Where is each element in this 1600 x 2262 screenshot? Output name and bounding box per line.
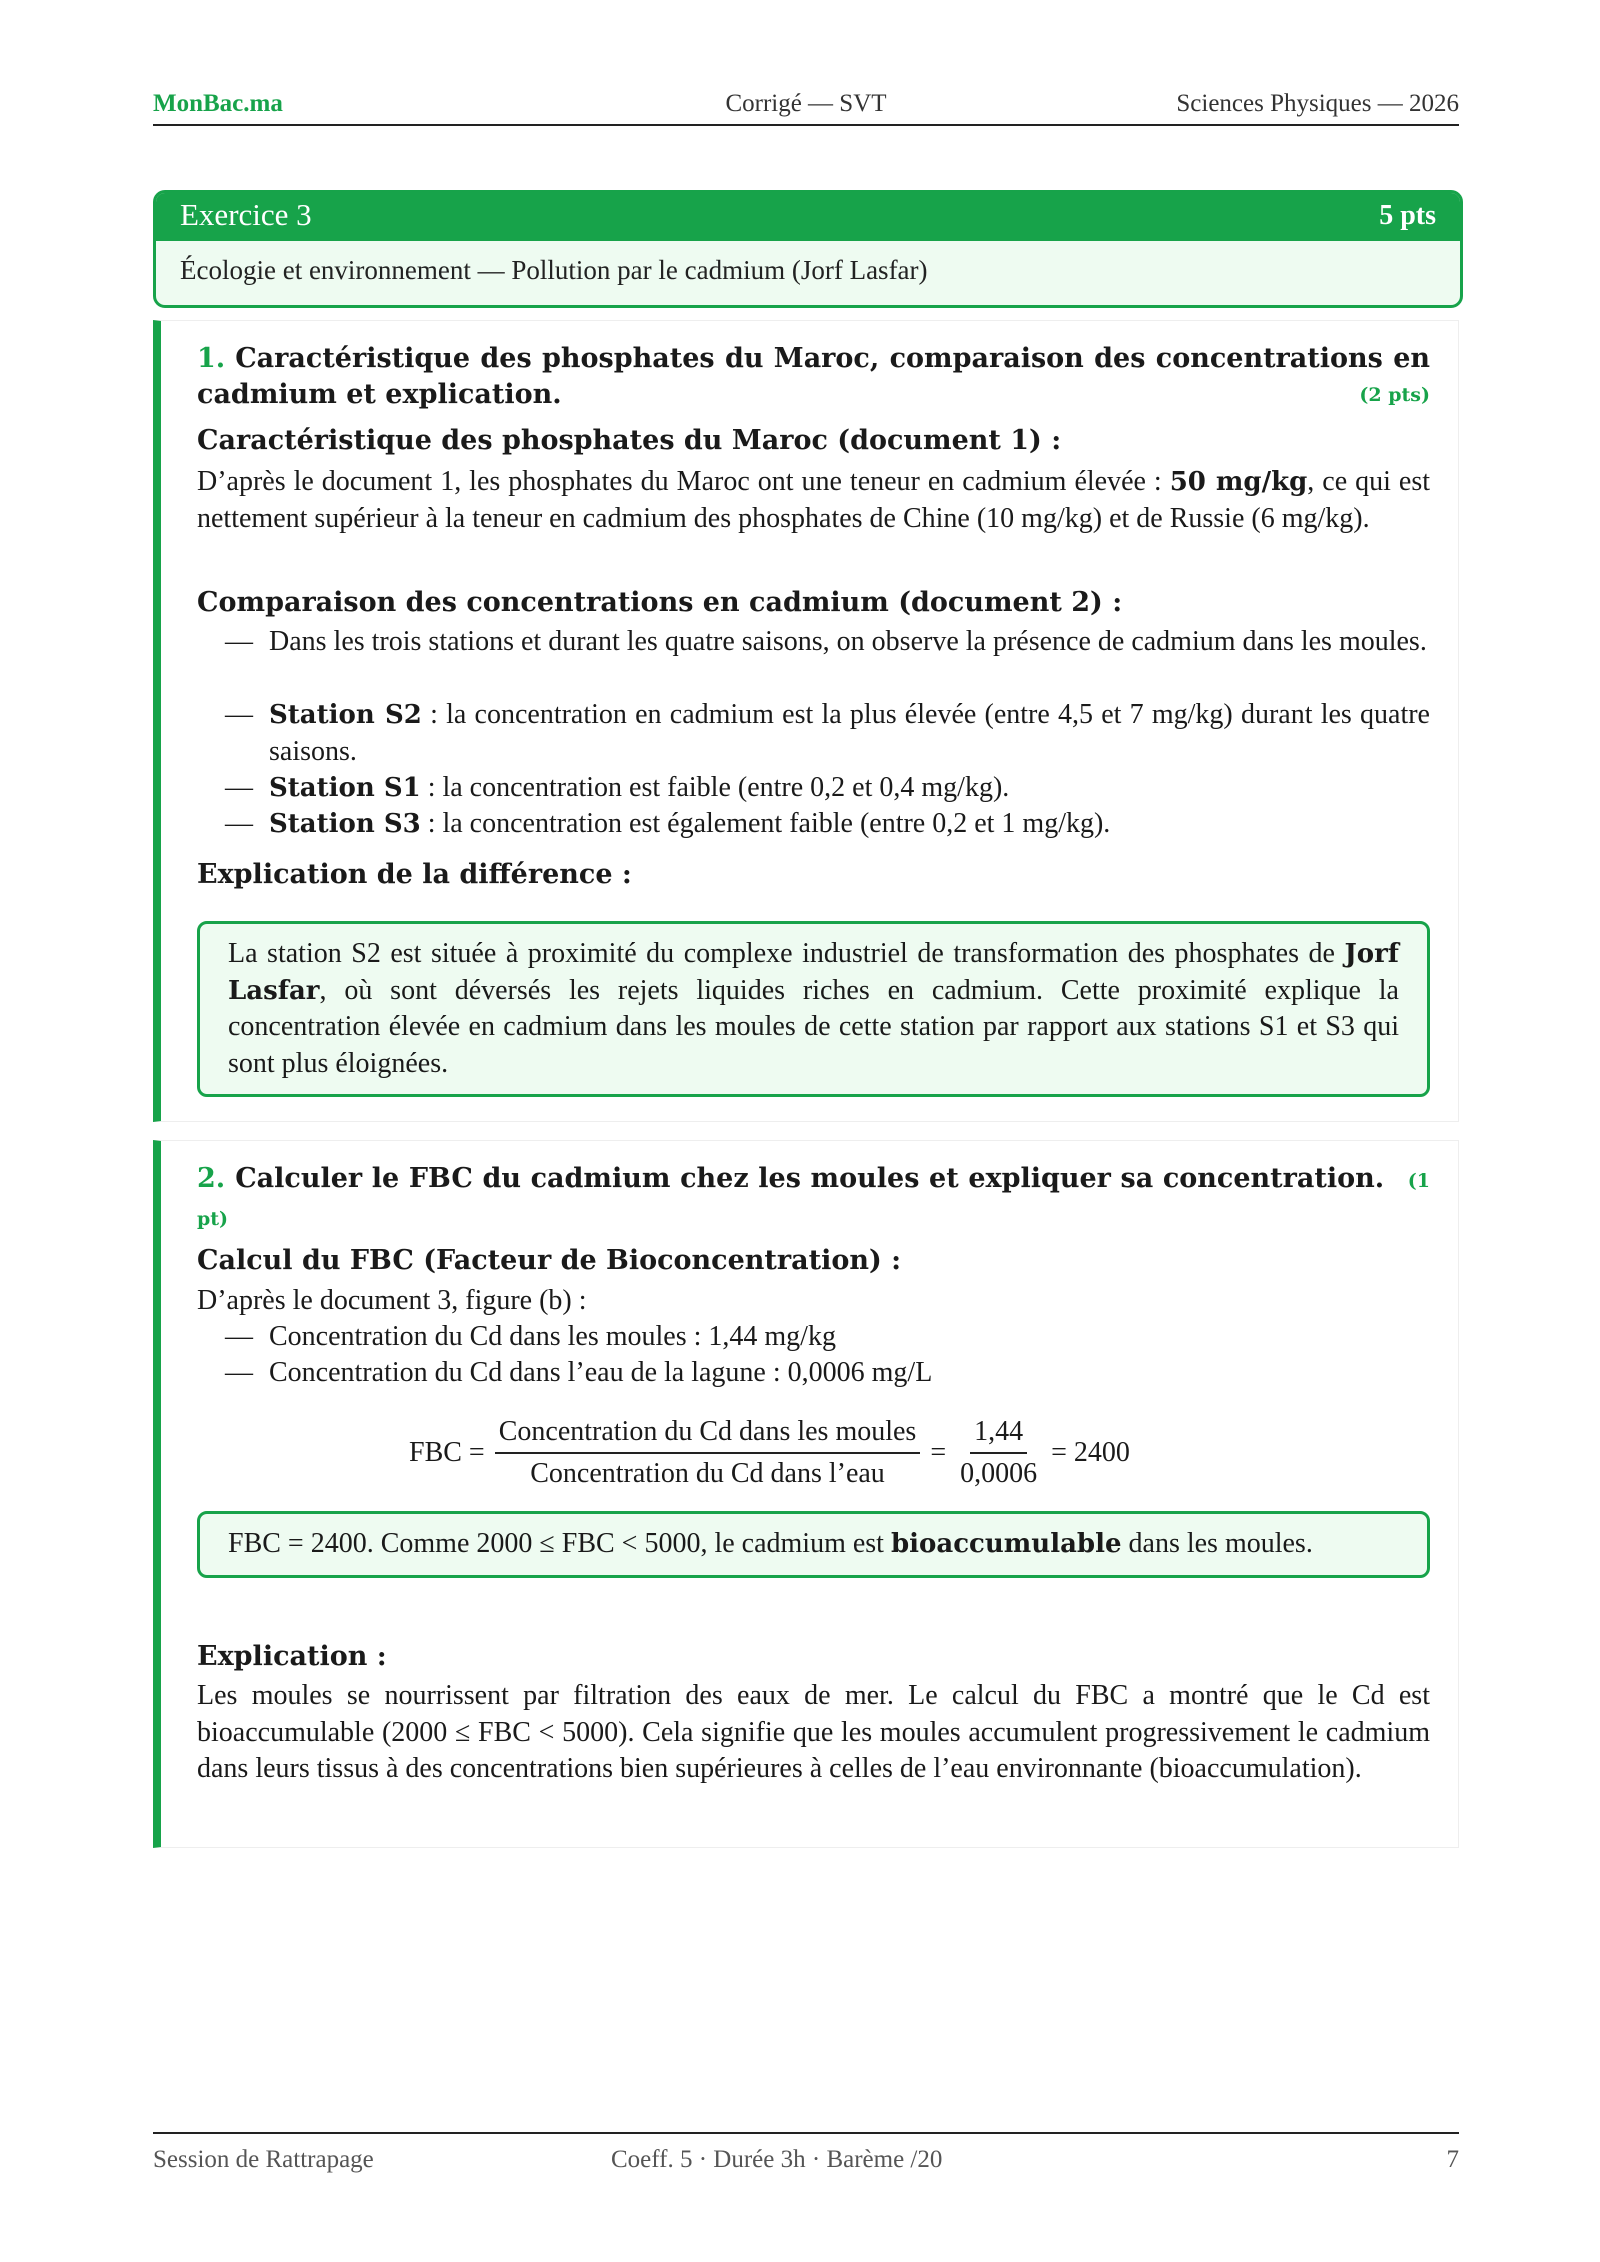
q1-bullet-4-text: : la concentration est également faible (entre 0,2 et 1 mg/kg). [420,808,1111,839]
fraction-denominator: Concentration du Cd dans l’eau [530,1458,885,1489]
bullet-dash: — [225,699,253,730]
q2-section-heading-explanation: Explication : [197,1641,387,1672]
q1-bullet-station-s2 [225,697,1430,770]
q1-phosphates-paragraph [197,464,1430,537]
q2-answer-box [197,1511,1430,1578]
fraction-numerator: Concentration du Cd dans les moules [495,1416,921,1454]
exercise-banner [153,190,1463,308]
q2-answer-text-2: dans les moules. [1121,1528,1313,1559]
question-2-title-text: Calculer le FBC du cadmium chez les moules et expliquer sa concentration. [235,1163,1385,1194]
fraction-numerator-value: 1,44 [970,1416,1027,1454]
fbc-formula [197,1413,1430,1493]
q1-answer-text-2: , où sont déversés les rejets liquides riches en cadmium. Cette proximité explique la concentration élevée en cadmium dans les moules de cette station par rapport aux stations S1 et S3 qui sont plus éloignées. [228,974,1399,1079]
q2-section-heading-calculation: Calcul du FBC (Facteur de Bioconcentration) : [197,1245,902,1276]
fbc-formula-row [409,1413,1130,1493]
brand-name[interactable]: MonBac.ma [153,90,283,117]
q1-bullet-station-s1 [225,770,1430,807]
footer-exam-info: Coeff. 5 · Durée 3h · Barème /20 [611,2146,943,2173]
formula-fraction-concentrations [495,1416,921,1490]
q1-section-heading-phosphates: Caractéristique des phosphates du Maroc (document 1) : [197,425,1062,456]
question-2-points: (1 pt) [197,1170,1431,1230]
page-header [153,88,1459,126]
q2-explanation-paragraph: Les moules se nourrissent par filtration des eaux de mer. Le calcul du FBC a montré que le Cd est bioaccumulable (2000 ≤ FBC < 5000). Cela signifie que les moules accumulent progressivement le cadmium dans leurs tissus à des concentrations bien supérieures à celles de l’eau environnante (bioaccumulation). [197,1680,1430,1784]
bullet-dash: — [225,772,253,803]
q1-bullet-station-s3 [225,806,1430,843]
bullet-dash: — [225,808,253,839]
q1-section-heading-explanation: Explication de la différence : [197,859,632,890]
formula-equals: = [930,1437,947,1468]
question-1-block [153,320,1459,1122]
q1-phosphates-text-2: , ce qui est nettement supérieur à la teneur en cadmium des phosphates de Chine (10 mg/kg) et de Russie (6 mg/kg). [197,466,1430,534]
exercise-title: Exercice 3 [180,197,312,232]
q1-answer-text-1: La station S2 est située à proximité du complexe industriel de transformation des phosphates de [228,938,1345,969]
q1-bullet-3-text: : la concentration est faible (entre 0,2 et 0,4 mg/kg). [420,772,1010,803]
q1-bullet-1-text: Dans les trois stations et durant les quatre saisons, on observe la présence de cadmium dans les moules. [269,626,1427,657]
q1-section-heading-comparison: Comparaison des concentrations en cadmium (document 2) : [197,587,1123,618]
station-s2-label: Station S2 [269,700,422,730]
question-1-points: (2 pts) [1359,384,1430,406]
q1-bullet-presence [225,624,1430,661]
question-2-number: 2. [197,1163,226,1194]
question-1-title [197,341,1430,413]
formula-fraction-values [956,1416,1041,1490]
bullet-dash: — [225,626,253,657]
question-1-number: 1. [197,343,226,374]
q2-answer-keyword: bioaccumulable [890,1529,1122,1559]
question-1-title-text: Caractéristique des phosphates du Maroc, comparaison des concentrations en cadmium et explication. [197,343,1430,410]
header-series: Sciences Physiques — 2026 [1176,90,1459,117]
q1-answer-box [197,921,1430,1097]
q2-answer-text-1: FBC = 2400. Comme 2000 ≤ FBC < 5000, le cadmium est [228,1528,891,1559]
bullet-dash: — [225,1321,253,1352]
question-2-title [197,1161,1430,1237]
q2-bullet-2-text: Concentration du Cd dans l’eau de la lagune : 0,0006 mg/L [269,1357,933,1388]
q2-bullet-mussels [225,1319,1430,1356]
page-number: 7 [1446,2146,1459,2173]
formula-result: = 2400 [1051,1437,1130,1468]
q1-answer-location: Jorf Lasfar [228,939,1399,1006]
exercise-title-bar [156,193,1460,241]
station-s3-label: Station S3 [269,809,421,839]
bullet-dash: — [225,1357,253,1388]
question-2-block [153,1140,1459,1848]
header-subject: Corrigé — SVT [725,90,887,117]
q1-phosphates-text-1: D’après le document 1, les phosphates du Maroc ont une teneur en cadmium élevée : [197,466,1170,497]
exercise-subtitle: Écologie et environnement — Pollution par le cadmium (Jorf Lasfar) [180,255,928,285]
q2-bullet-water [225,1355,1430,1392]
station-s1-label: Station S1 [269,773,421,803]
q2-intro: D’après le document 3, figure (b) : [197,1285,587,1316]
page-footer [153,2132,1459,2174]
footer-session: Session de Rattrapage [153,2146,374,2173]
formula-lhs: FBC = [409,1437,485,1468]
q2-bullet-1-text: Concentration du Cd dans les moules : 1,44 mg/kg [269,1321,836,1352]
exercise-points: 5 pts [1379,200,1436,231]
fraction-denominator-value: 0,0006 [960,1458,1038,1489]
q1-phosphates-value: 50 mg/kg [1169,467,1308,497]
q1-bullet-2-text: : la concentration en cadmium est la plus élevée (entre 4,5 et 7 mg/kg) durant les quatre saisons. [269,699,1430,767]
